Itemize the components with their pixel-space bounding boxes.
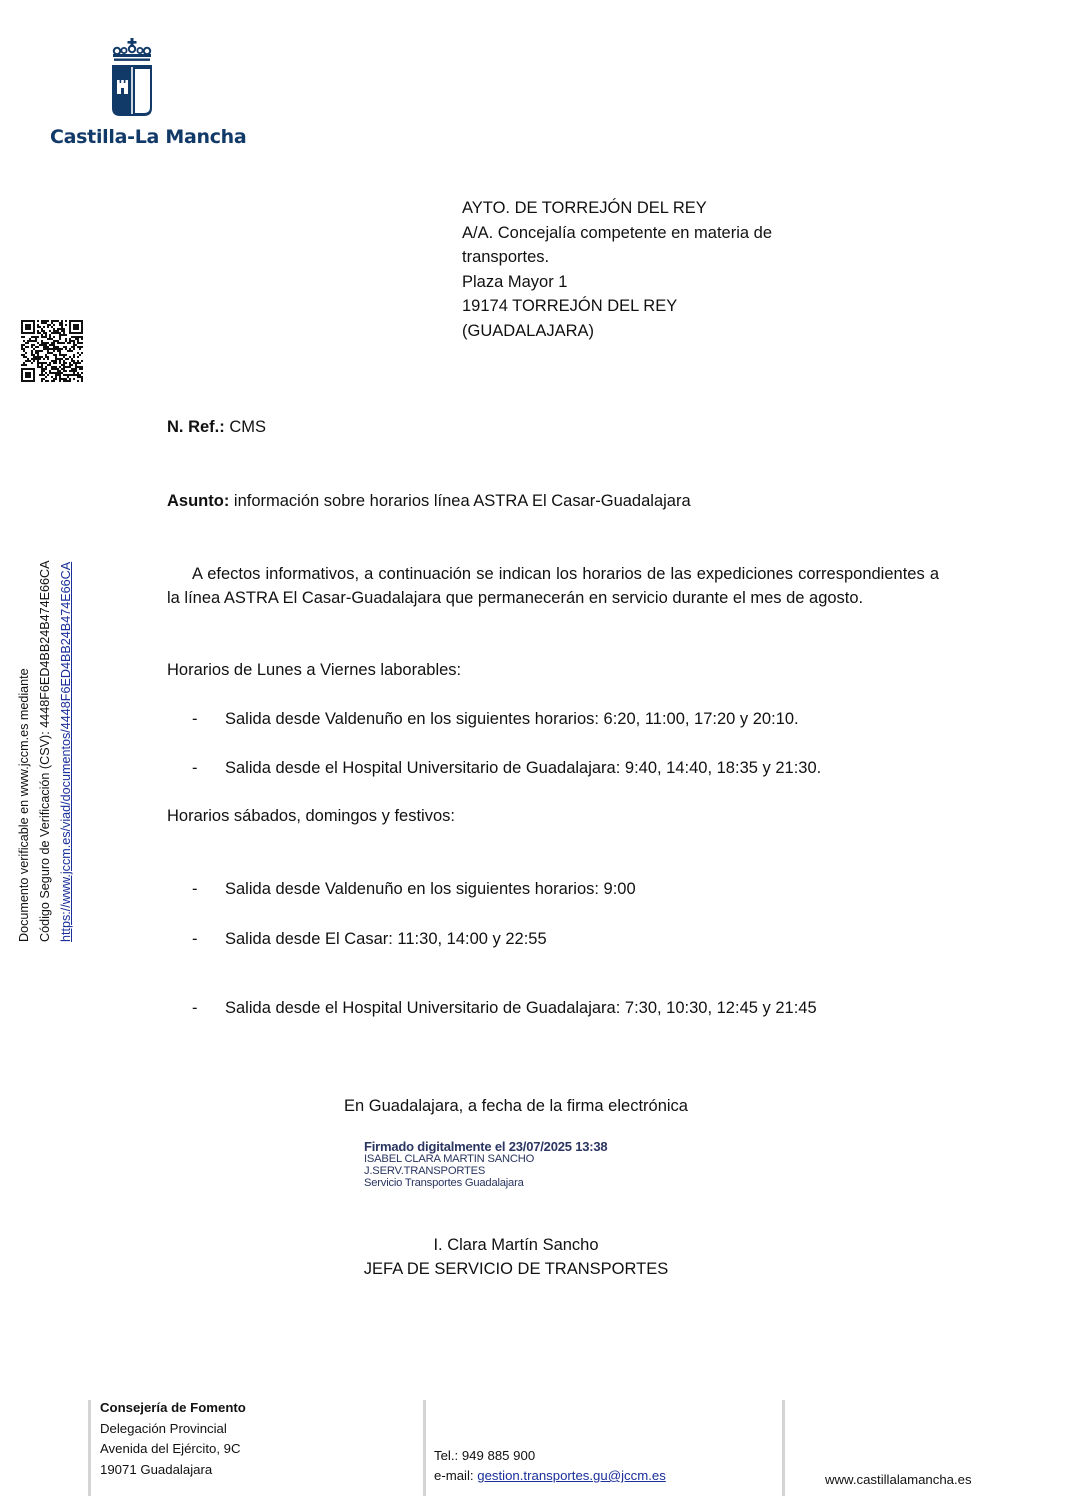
intro-paragraph [167, 562, 939, 610]
recipient-line: transportes. [462, 248, 550, 266]
recipient-line: Plaza Mayor 1 [462, 272, 568, 291]
reference-value: CMS [224, 418, 266, 436]
signatory-name: I. Clara Martín Sancho [433, 1236, 599, 1254]
bullet-dash: - [192, 880, 198, 898]
schedule-item-text: Salida desde El Casar: 11:30, 14:00 y 22:55 [225, 930, 547, 948]
footer-unit: Delegación Provincial [100, 1420, 227, 1436]
recipient-line: AYTO. DE TORREJÓN DEL REY [462, 199, 707, 217]
crown-shield-icon [108, 38, 156, 118]
schedule-item [192, 927, 952, 951]
subject [167, 489, 691, 513]
footer-web [825, 1398, 1005, 1496]
verification-line-2: Código Seguro de Verificación (CSV): 4448F6ED4BB24B474E66CA [38, 560, 52, 942]
subject-value: información sobre horarios línea ASTRA El Casar-Guadalajara [229, 492, 691, 510]
stamp-signer: ISABEL CLARA MARTIN SANCHO [364, 1153, 535, 1165]
stamp-signed-date: Firmado digitalmente el 23/07/2025 13:38 [364, 1139, 608, 1154]
footer-divider [88, 1400, 91, 1496]
stamp-department: Servicio Transportes Guadalajara [364, 1176, 524, 1189]
bullet-dash: - [192, 930, 198, 948]
intro-text: A efectos informativos, a continuación se indican los horarios de las expediciones correspondientes a la línea ASTRA El Casar-Guadalajara que permanecerán en servicio durante el mes de agosto. [167, 565, 939, 608]
signatory [316, 1233, 716, 1281]
footer-phone: Tel.: 949 885 900 [434, 1448, 536, 1463]
schedule-item [192, 707, 952, 731]
recipient-line: (GUADALAJARA) [462, 321, 595, 340]
place-date: En Guadalajara, a fecha de la firma electrónica [344, 1097, 688, 1115]
footer-email-row [434, 1466, 666, 1487]
schedule-item [192, 996, 952, 1020]
schedule-item-text: Salida desde el Hospital Universitario de Guadalajara: 7:30, 10:30, 12:45 y 21:45 [225, 999, 817, 1017]
bullet-dash: - [192, 999, 198, 1017]
footer-email-label: e-mail: [434, 1468, 478, 1483]
schedule-item [192, 756, 952, 780]
castilla-la-mancha-logo [50, 38, 247, 153]
schedule-item-text: Salida desde el Hospital Universitario de Guadalajara: 9:40, 14:40, 18:35 y 21:30. [225, 759, 822, 777]
bullet-dash: - [192, 710, 198, 728]
footer-address [100, 1398, 410, 1496]
stamp-position: J.SERV.TRANSPORTES [364, 1164, 486, 1177]
schedule-item-text: Salida desde Valdenuño en los siguientes horarios: 6:20, 11:00, 17:20 y 20:10. [225, 710, 799, 728]
recipient-line: 19174 TORREJÓN DEL REY [462, 297, 678, 315]
footer-city: 19071 Guadalajara [100, 1461, 213, 1477]
digital-signature-stamp [364, 1140, 664, 1189]
schedule-item-text: Salida desde Valdenuño en los siguientes horarios: 9:00 [225, 880, 636, 898]
footer-email-link[interactable]: gestion.transportes.gu@jccm.es [477, 1468, 666, 1483]
qr-code-icon [21, 320, 83, 382]
weekend-schedule-title: Horarios sábados, domingos y festivos: [167, 807, 455, 825]
verification-note [14, 530, 80, 942]
footer-divider [423, 1400, 426, 1496]
logo-wordmark: Castilla-La Mancha [50, 126, 247, 148]
subject-label: Asunto: [167, 492, 230, 510]
footer-contact [434, 1398, 774, 1496]
footer-street: Avenida del Ejército, 9C [100, 1441, 241, 1456]
footer-org: Consejería de Fomento [100, 1400, 246, 1415]
bullet-dash: - [192, 759, 198, 777]
recipient-line: A/A. Concejalía competente en materia de [462, 223, 773, 242]
verification-line-1: Documento verificable en www.jccm.es mediante [17, 668, 31, 942]
verification-link[interactable]: https://www.jccm.es/viad/documentos/4448F6ED4BB24B474E66CA [59, 561, 73, 942]
signatory-title: JEFA DE SERVICIO DE TRANSPORTES [363, 1260, 669, 1279]
weekday-schedule-title: Horarios de Lunes a Viernes laborables: [167, 661, 462, 679]
recipient-address [462, 196, 842, 343]
reference [167, 415, 266, 439]
footer-website[interactable]: www.castillalamancha.es [825, 1472, 972, 1487]
footer [88, 1398, 1008, 1498]
schedule-item [192, 877, 952, 901]
footer-divider [782, 1400, 785, 1496]
reference-label: N. Ref.: [167, 418, 225, 436]
